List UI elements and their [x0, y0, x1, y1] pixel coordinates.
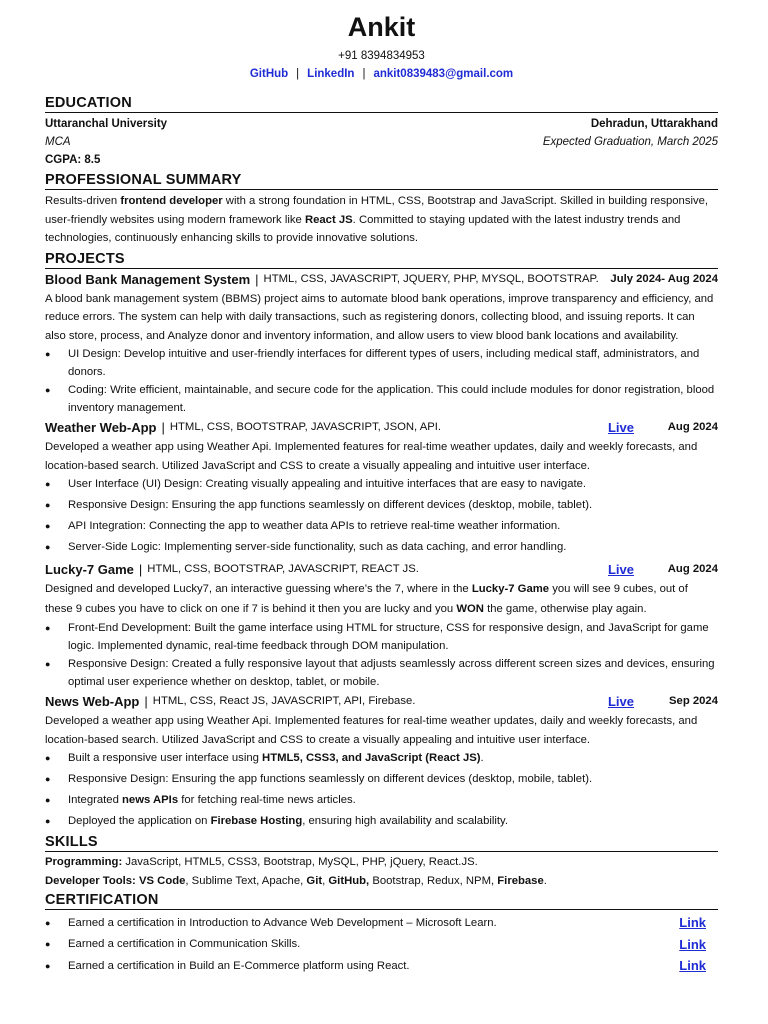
project-tech: HTML, CSS, React JS, JAVASCRIPT, API, Firebase. — [152, 695, 416, 707]
project-header-news — [45, 691, 718, 712]
school-location: Dehradun, Uttarakhand — [590, 118, 718, 130]
bullet-item: ● Responsive Design: Ensuring the app functions seamlessly on different devices (desktop, mobile, tablet). — [45, 496, 718, 514]
project-title: Blood Bank Management System — [45, 271, 251, 287]
project-description: Developed a weather app using Weather Api. Implemented features for real-time weather updates, daily and weekly forecasts, and location-based search. Utilized JavaScript and CSS to create a visually appealing and intuitive user interface. — [45, 441, 698, 472]
phone-number: +91 8394834953 — [338, 50, 425, 62]
certification-item — [45, 934, 718, 956]
project-tech: HTML, CSS, BOOTSTRAP, JAVASCRIPT, JSON, API. — [169, 421, 442, 433]
skills-programming: Programming: JavaScript, HTML5, CSS3, Bootstrap, MySQL, PHP, jQuery, React.JS. — [45, 856, 478, 868]
cgpa: CGPA: 8.5 — [45, 154, 101, 166]
certification-text: ● Earned a certification in Introduction to Advance Web Development – Microsoft Learn. — [45, 917, 497, 929]
bullet-item: ● Responsive Design: Created a fully responsive layout that adjusts seamlessly across different screen sizes and devices, ensuring optimal user experience whether on desktop, tablet, or mobile. — [45, 655, 718, 691]
skills-developer-tools: Developer Tools: VS Code, Sublime Text, Apache, Git, GitHub, Bootstrap, Redux, NPM, Firebase. — [45, 874, 547, 887]
live-link[interactable]: Live — [607, 562, 634, 577]
bullet-item: ● Deployed the application on Firebase Hosting, ensuring high availability and scalability. — [45, 812, 718, 830]
project-date: July 2024- Aug 2024 — [610, 272, 718, 285]
project-separator: | — [161, 420, 165, 435]
bullet-item: ● UI Design: Develop intuitive and user-friendly interfaces for different types of users, including medical staff, administrators, and donors. — [45, 345, 718, 381]
summary-heading: PROFESSIONAL SUMMARY — [45, 171, 718, 190]
education-row — [45, 115, 718, 133]
resume-page — [45, 0, 718, 977]
certification-link[interactable]: Link — [679, 915, 706, 931]
project-header-weather — [45, 417, 718, 438]
project-tech: HTML, CSS, JAVASCRIPT, JQUERY, PHP, MYSQL, BOOTSTRAP. — [263, 272, 599, 285]
project-bullets — [45, 345, 718, 417]
project-tech: HTML, CSS, BOOTSTRAP, JAVASCRIPT, REACT JS. — [147, 563, 419, 575]
project-bullets — [45, 619, 718, 691]
github-link[interactable]: GitHub — [249, 68, 289, 80]
project-header-bbms — [45, 269, 718, 290]
graduation-date: Expected Graduation, March 2025 — [542, 136, 718, 148]
bullet-item: ● Integrated news APIs for fetching real-time news articles. — [45, 791, 718, 809]
bullet-item: ● API Integration: Connecting the app to weather data APIs to retrieve real-time weather information. — [45, 517, 718, 535]
degree: MCA — [45, 136, 71, 148]
project-header-lucky7 — [45, 559, 718, 580]
certification-item — [45, 912, 718, 934]
project-date: Sep 2024 — [669, 695, 718, 707]
summary-text: Results-driven frontend developer with a strong foundation in HTML, CSS, Bootstrap and JavaScript. Skilled in building responsive, user-friendly websites using modern framework like React JS. Committed to staying updated with the latest industry trends and technologies, continuously enhancing skills to provide innovative solutions. — [45, 195, 709, 244]
school-name: Uttaranchal University — [45, 118, 168, 130]
project-separator: | — [255, 271, 259, 287]
project-description: A blood bank management system (BBMS) project aims to automate blood bank operations, improve transparency and efficiency, and reduce errors. The system can help with daily transactions, such as registering donors, collecting blood, and issuing reports. It can also store, process, and Analyze donor and inventory information, and allow users to view blood bank locations and availability. — [45, 292, 714, 342]
bullet-item: ● Built a responsive user interface using HTML5, CSS3, and JavaScript (React JS). — [45, 749, 718, 767]
bullet-item: ● Front-End Development: Built the game interface using HTML for structure, CSS for responsive design, and JavaScript for game logic. Implemented dynamic, real-time feedback through DOM manipulation. — [45, 619, 718, 655]
project-title: Lucky-7 Game — [45, 562, 134, 577]
certification-heading: CERTIFICATION — [45, 891, 718, 910]
certification-link[interactable]: Link — [679, 936, 706, 952]
project-separator: | — [138, 562, 143, 577]
projects-heading: PROJECTS — [45, 250, 718, 269]
contact-links — [45, 67, 718, 82]
bullet-item: ● Responsive Design: Ensuring the app functions seamlessly on different devices (desktop, mobile, tablet). — [45, 770, 718, 788]
link-separator: | — [362, 68, 366, 80]
link-separator: | — [296, 68, 300, 80]
certification-text: ● Earned a certification in Build an E-Commerce platform using React. — [45, 960, 410, 972]
project-description: Designed and developed Lucky7, an interactive guessing where’s the 7, where in the Lucky-7 Game you will see 9 cubes, out of these 9 cubes you have to click on one if 7 is behind it then you are lucky and you WON the game, otherwise play again. — [45, 583, 688, 615]
cgpa-row — [45, 151, 718, 169]
skills-heading: SKILLS — [45, 833, 718, 852]
live-link[interactable]: Live — [607, 694, 634, 709]
live-link[interactable]: Live — [607, 420, 634, 435]
email-link[interactable]: ankit0839483@gmail.com — [373, 68, 514, 80]
bullet-item: ● Coding: Write efficient, maintainable, and secure code for the application. This could include modules for donor registration, blood inventory management. — [45, 381, 718, 417]
certification-text: ● Earned a certification in Communication Skills. — [45, 938, 300, 950]
project-bullets — [45, 475, 718, 556]
project-title: Weather Web-App — [45, 420, 157, 435]
bullet-item: ● Server-Side Logic: Implementing server-side functionality, such as data caching, and error handling. — [45, 538, 718, 556]
project-date: Aug 2024 — [667, 563, 718, 575]
project-separator: | — [144, 694, 148, 709]
project-title: News Web-App — [45, 694, 140, 709]
project-description: Developed a weather app using Weather Api. Implemented features for real-time weather updates, daily and weekly forecasts, and location-based search. Utilized JavaScript and CSS to create a visually appealing and intuitive user interface. — [45, 715, 698, 746]
certification-item — [45, 955, 718, 977]
linkedin-link[interactable]: LinkedIn — [307, 68, 355, 80]
candidate-name: Ankit — [347, 12, 416, 42]
bullet-item: ● User Interface (UI) Design: Creating visually appealing and intuitive interfaces that are easy to navigate. — [45, 475, 718, 493]
project-date: Aug 2024 — [667, 421, 718, 433]
degree-row — [45, 133, 718, 151]
project-bullets — [45, 749, 718, 830]
education-heading: EDUCATION — [45, 94, 718, 113]
certification-link[interactable]: Link — [679, 958, 706, 974]
